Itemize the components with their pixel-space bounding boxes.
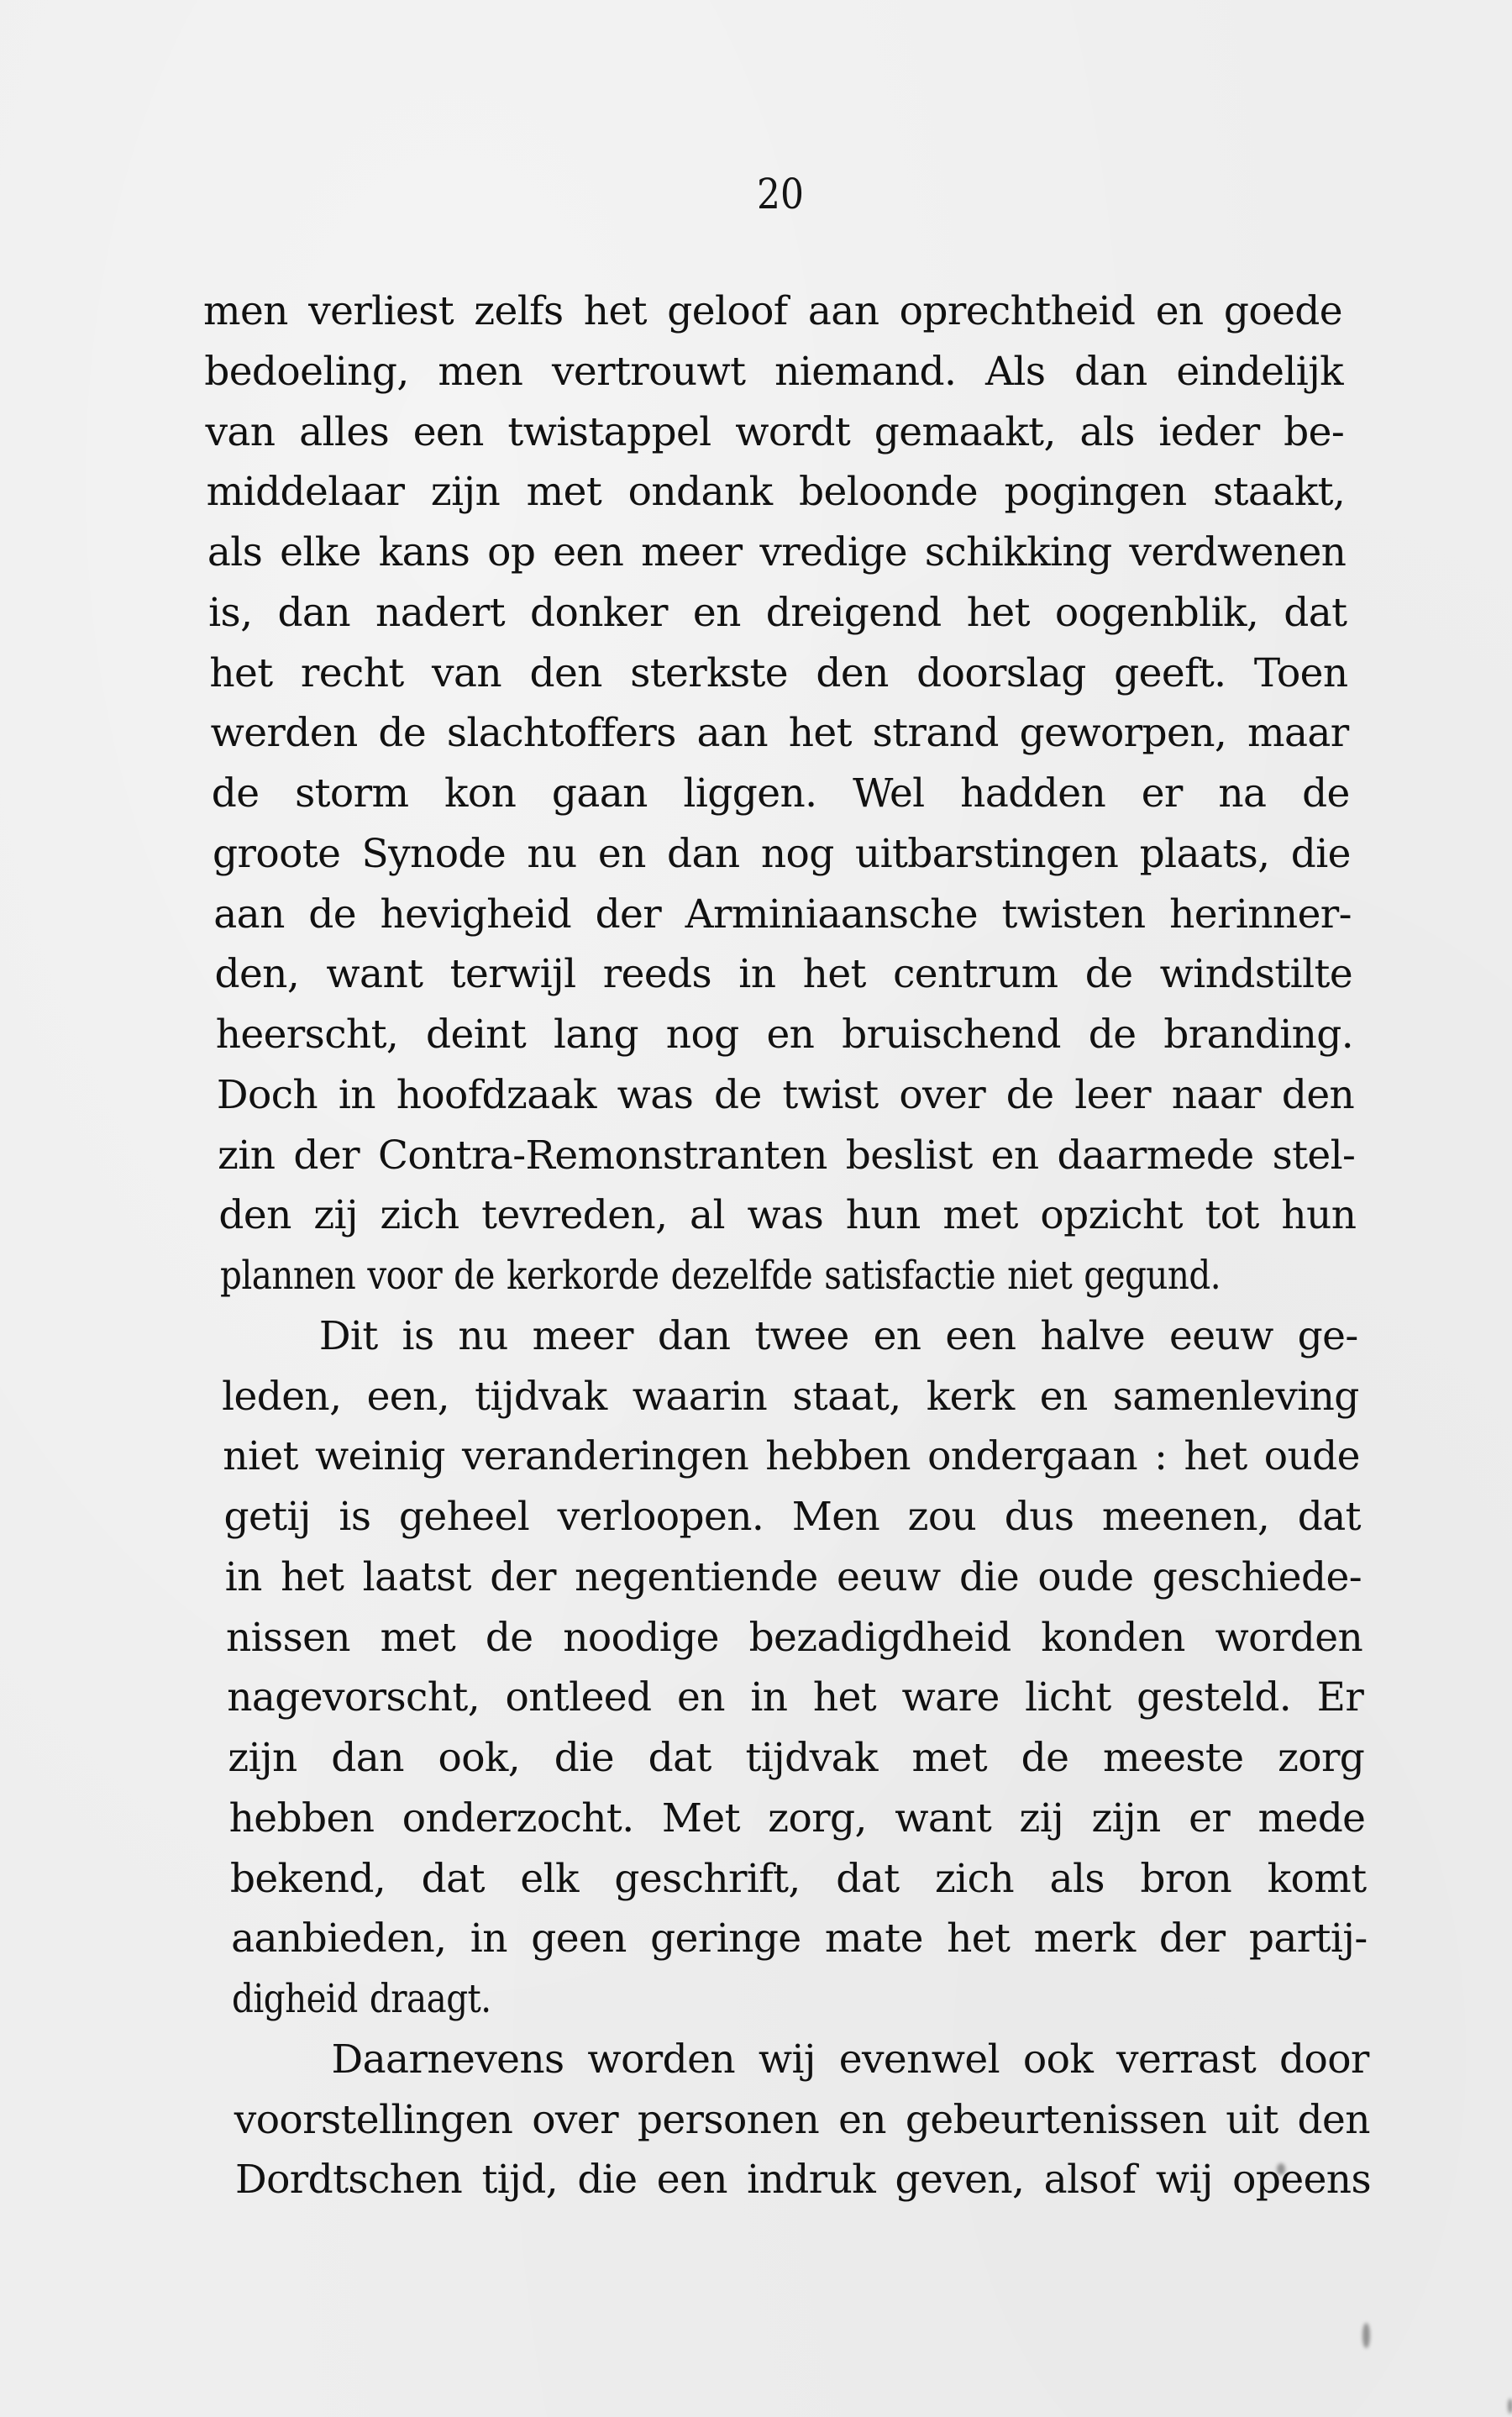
- text-line: van alles een twistappel wordt gemaakt, als ieder be-: [205, 408, 1345, 455]
- text-line: den zij zich tevreden, al was hun met opzicht tot hun: [218, 1192, 1357, 1239]
- text-line: bekend, dat elk geschrift, dat zich als bron komt: [229, 1855, 1367, 1902]
- text-line: niet weinig veranderingen hebben ondergaan : het oude: [223, 1433, 1360, 1480]
- text-line: zijn dan ook, die dat tijdvak met de meeste zorg: [228, 1735, 1365, 1781]
- text-line: hebben onderzocht. Met zorg, want zij zijn er mede: [228, 1794, 1366, 1842]
- text-line: aan de hevigheid der Arminiaansche twisten herinner-: [213, 891, 1352, 938]
- text-line: men verliest zelfs het geloof aan oprechtheid en goede: [203, 288, 1342, 334]
- text-line: zin der Contra-Remonstranten beslist en daarmede stel-: [218, 1132, 1356, 1179]
- text-line: getij is geheel verloopen. Men zou dus meenen, dat: [223, 1494, 1361, 1540]
- text-line: Doch in hoofdzaak was de twist over de leer naar den: [216, 1071, 1355, 1118]
- text-line: aanbieden, in geen geringe mate het merk der partij-: [231, 1915, 1368, 1962]
- text-line: de storm kon gaan liggen. Wel hadden er na de: [211, 770, 1350, 817]
- paper-blemish: [1362, 2323, 1370, 2348]
- paper-blemish: [1508, 2399, 1512, 2414]
- text-line: nagevorscht, ontleed en in het ware licht gesteld. Er: [227, 1674, 1364, 1721]
- text-line: heerscht, deint lang nog en bruischend de branding.: [215, 1011, 1354, 1058]
- text-line: werden de slachtoffers aan het strand geworpen, maar: [210, 710, 1349, 757]
- text-line: plannen voor de kerkorde dezelfde satisfactie niet gegund.: [219, 1253, 1221, 1299]
- text-line: middelaar zijn met ondank beloonde pogingen staakt,: [206, 469, 1346, 516]
- paragraph-first-line: Dit is nu meer dan twee en een halve eeuw ge-: [318, 1312, 1358, 1359]
- text-line: het recht van den sterkste den doorslag geeft. Toen: [209, 649, 1348, 696]
- text-line: nissen met de noodige bezadigdheid konden worden: [225, 1614, 1363, 1661]
- text-line: groote Synode nu en dan nog uitbarstingen plaats, die: [213, 830, 1351, 877]
- paragraph-first-line: Daarnevens worden wij evenwel ook verrast door: [331, 2036, 1369, 2083]
- text-line: in het laatst der negentiende eeuw die oude geschiede-: [224, 1553, 1362, 1600]
- text-line: bedoeling, men vertrouwt niemand. Als dan eindelijk: [204, 348, 1344, 395]
- text-line: voorstellingen over personen en gebeurtenissen uit den: [234, 2096, 1370, 2143]
- text-line: leden, een, tijdvak waarin staat, kerk en samenleving: [222, 1373, 1359, 1420]
- text-line: Dordtschen tijd, die een indruk geven, alsof wij opeens: [235, 2157, 1371, 2204]
- paper-blemish: [1277, 2163, 1285, 2175]
- text-line: den, want terwijl reeds in het centrum de windstilte: [214, 951, 1353, 998]
- page-number: 20: [757, 170, 804, 218]
- text-line: digheid draagt.: [232, 1976, 491, 2022]
- text-line: als elke kans op een meer vredige schikking verdwenen: [207, 529, 1347, 575]
- text-line: is, dan nadert donker en dreigend het oogenblik, dat: [208, 589, 1347, 636]
